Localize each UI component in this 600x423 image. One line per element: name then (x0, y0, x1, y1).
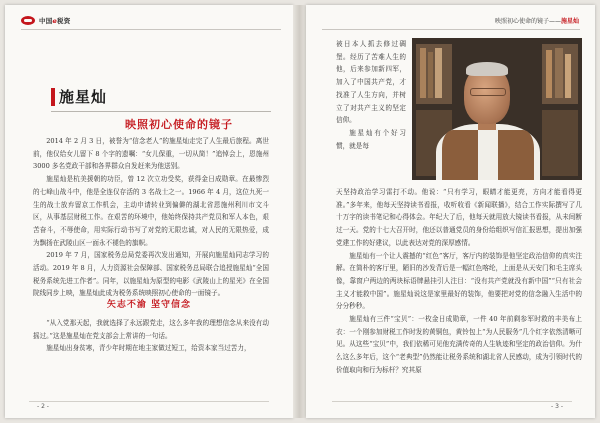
side-column-text (336, 38, 406, 152)
article-body-2 (33, 317, 269, 355)
page-title: 施星灿 (59, 88, 108, 106)
logo-text: 中国e税资 (39, 17, 71, 25)
page-number: - 2 - (37, 403, 49, 410)
page-number: - 3 - (551, 403, 563, 410)
article-body (33, 135, 269, 300)
glasses (470, 88, 506, 96)
left-page (5, 5, 293, 418)
right-page (306, 5, 595, 418)
book-spine (293, 5, 306, 418)
page-subtitle: 映照初心使命的镜子 (125, 118, 233, 131)
title-accent-bar (51, 88, 55, 106)
vest-left (442, 130, 478, 180)
paragraph: “从入党那天起，我就选择了永远跟党走，这么多年我的理想信念从来没有动摇过。”这是施星灿在党支部会上常讲的一句话。 (33, 319, 269, 340)
hair (466, 62, 508, 76)
paragraph: 施星灿是杭美援朝的功臣，曾 12 次立功受奖，获得金日成勋章。在最惨烈的七峰山战斗中，他是全连仅存活的 3 名战士之一。1966 年 4 月，这位九死一生的战士放弃留京工作机会，主动申请转业到偏僻的湖北省恩施州利川市文斗区，从事基层财税工作。在艰苦的环境中，他始终保持共产党员和军人本色，艰苦奋斗，不辱使命，用实际行动书写了对党的无限忠诚，对人民的无限热爱，成为飘扬在武陵山区一面永不褪色的旗帜。 (33, 175, 269, 247)
header-divider (322, 29, 580, 30)
paragraph: 施星灿出身贫寒，青少年时期在地主家做过短工，给资本家当过苦力， (46, 344, 251, 353)
article-body (336, 186, 582, 377)
paragraph: 施星灿有三件“宝贝”：一枚金日成勋章，一件 40 年前剩参军时救的丰美布上衣：一个刚参加财税工作时发的黄铜包，黄铃包上“为人民服务”几个红字依然清晰可见。从这些“宝贝”中，我们依稀可见他充满传奇的人生轨迹和坚定的政治信仰。为什么这么多年后，这个“老典型”仍然能让税务系统和湖北省人民感动，成为引领时代的价值取向和行为标杆？究其原 (336, 315, 582, 374)
title-divider (51, 111, 271, 112)
publication-logo (21, 16, 70, 25)
footer-divider (29, 401, 269, 402)
paragraph: 施星灿有个好习惯，就是每 (336, 128, 406, 150)
paragraph: 施星灿有一个让人震撼的“红色”客厅，客厅内的装饰是他坚定政治信仰的真实注解。在简朴的客厅里，陋旧的沙发背后是一幅红色喀纶，上面是从天安门和毛主席头像，靠窗户两边的两块标语牌悬挂引人注目：“没有共产党就没有新中国”“只有社会主义才能救中国”。施星灿说这是家里最好的装饰，他要把对党的信念融入生活中的分分秒秒。 (336, 251, 582, 311)
footer-divider (332, 401, 572, 402)
header-divider (21, 29, 281, 30)
running-header: 映照初心使命的镜子——施星灿 (494, 18, 579, 25)
paragraph: 天坚持政治学习雷打不动。他说：“只有学习，眼睛才能更亮，方向才能看得更准。”多年来，他每天坚持读书看报，收听收看《新闻联播》，结合工作实际撰写了几十万字的读书笔记和心得体会。年纪大了后，他每天就用放大镜读书看报，从未间断过一天。党的十七大召开时，他还以普通党员的身份给组织写信汇报思想，提出加强党建工作的好建议，以此表达对党的深厚感情。 (336, 188, 582, 247)
portrait-photo (412, 38, 582, 180)
section-heading: 矢志不渝 坚守信念 (106, 300, 192, 310)
vest-right (498, 130, 534, 180)
paragraph: 被日本人抓去修过碉堡。经历了苦难人生的他，后来参加新四军，加入了中国共产党，才找准了人生方向，并树立了对共产主义的坚定信仰。 (336, 40, 406, 125)
paragraph: 2019 年 7 月，国家税务总局党委再次发出通知，开展向施星灿同志学习的活动。2019 年 8 月，人力资源社会保障部、国家税务总局联合追授施星灿“全国税务系统先进工作者”。同年，以施星灿为原型的电影《武陵山上的星光》在全国院线同步上映，施星灿此成为税务系统映照初心使命的一面镜子。 (33, 251, 269, 298)
paragraph: 2014 年 2 月 3 日，被誉为“信念老人”的施星灿走完了人生最后旅程。离世前，他仅给女儿留下 8 个字的遗嘱：“女儿保重，一切从简！”追悼会上，恩施州 3000 多名党政干部和各界群众自发赶来为他送别。 (33, 137, 269, 171)
logo-icon (21, 16, 35, 25)
